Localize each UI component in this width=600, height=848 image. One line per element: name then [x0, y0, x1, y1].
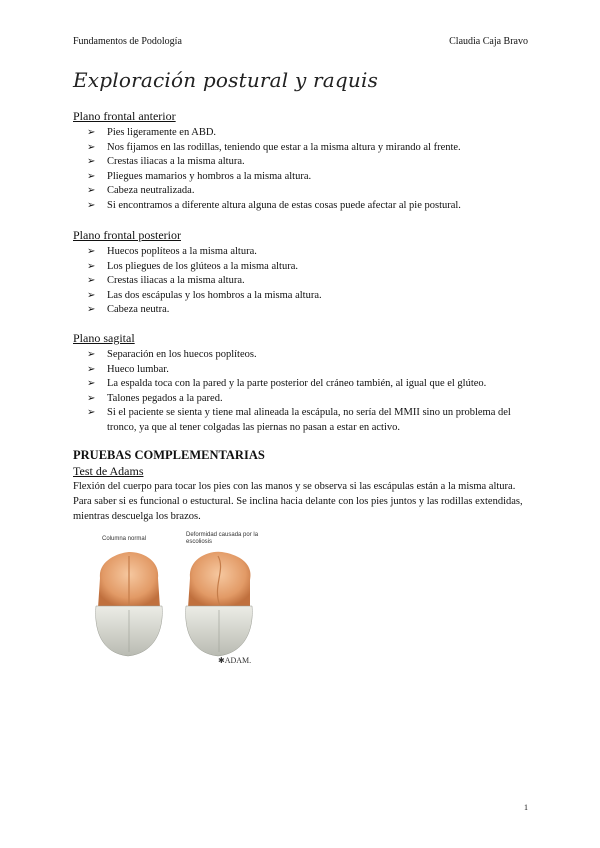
list-item: ➢ Pies ligeramente en ABD.	[87, 126, 533, 141]
arrow-bullet-icon: ➢	[87, 199, 96, 211]
arrow-bullet-icon: ➢	[87, 156, 96, 168]
arrow-bullet-icon: ➢	[87, 349, 96, 360]
caption-scoliosis: Deformidad causada por la escoliosis	[186, 532, 259, 545]
list-item: ➢ La espalda toca con la pared y la parte posterior del cráneo también, al igual que el glúteo.	[87, 377, 533, 392]
bullet-list	[73, 245, 533, 318]
list-item: ➢ Crestas iliacas a la misma altura.	[87, 274, 533, 289]
header-right: Claudia Caja Bravo	[449, 36, 528, 47]
torsos-figure	[90, 548, 270, 673]
page-title: Exploración postural y raquis	[73, 68, 379, 92]
section-heading-pruebas: PRUEBAS COMPLEMENTARIAS	[73, 448, 265, 462]
arrow-bullet-icon: ➢	[87, 363, 96, 375]
list-item: ➢ Cabeza neutralizada.	[87, 184, 533, 199]
list-item: ➢ Pliegues mamarios y hombros a la misma altura.	[87, 170, 533, 185]
list-item: ➢ Nos fijamos en las rodillas, teniendo que estar a la misma altura y mirando al frente.	[87, 141, 533, 156]
list-item: ➢ Si encontramos a diferente altura alguna de estas cosas puede afectar al pie postural.	[87, 199, 533, 214]
list-item: ➢ Si el paciente se sienta y tiene mal alineada la escápula, no sería del MMII sino un problema del tronco, ya que al tener colgadas las piernas no pasan a estar en activo.	[87, 407, 511, 433]
bullet-list	[73, 348, 533, 436]
section-sagital	[73, 331, 533, 436]
list-item: ➢ Los pliegues de los glúteos a la misma altura.	[87, 260, 533, 275]
section-frontal-anterior	[73, 109, 533, 214]
arrow-bullet-icon: ➢	[87, 304, 96, 316]
arrow-bullet-icon: ➢	[87, 185, 96, 197]
arrow-bullet-icon: ➢	[87, 127, 96, 138]
paragraph-adams: Flexión del cuerpo para tocar los pies con las manos y se observa si las escápulas están a la misma altura. Para saber si es funcional o estuctural. Se inclina hacia delante con los pies juntos y las rodillas extendidas, mientras descuelga los brazos.	[73, 481, 523, 522]
list-item: ➢ Las dos escápulas y los hombros a la misma altura.	[87, 289, 533, 304]
list-item: ➢ Talones pegados a la pared.	[87, 392, 533, 407]
header-left: Fundamentos de Podología	[73, 36, 182, 47]
arrow-bullet-icon: ➢	[87, 275, 96, 287]
section-frontal-posterior	[73, 228, 533, 318]
arrow-bullet-icon: ➢	[87, 378, 96, 390]
section-heading: Plano sagital	[73, 331, 135, 345]
list-item: ➢ Huecos poplíteos a la misma altura.	[87, 245, 533, 260]
arrow-bullet-icon: ➢	[87, 260, 96, 272]
arrow-bullet-icon: ➢	[87, 392, 96, 404]
section-heading: Plano frontal anterior	[73, 109, 176, 123]
section-heading: Plano frontal posterior	[73, 228, 181, 242]
arrow-bullet-icon: ➢	[87, 170, 96, 182]
list-item: ➢ Hueco lumbar.	[87, 363, 533, 378]
arrow-bullet-icon: ➢	[87, 407, 96, 419]
normal-torso	[96, 552, 163, 656]
caption-normal: Columna normal	[102, 536, 147, 542]
page-number: 1	[524, 803, 528, 812]
list-item: ➢ Crestas iliacas a la misma altura.	[87, 155, 533, 170]
list-item: ➢ Cabeza neutra.	[87, 303, 533, 318]
adams-test-illustration	[90, 532, 270, 672]
scoliosis-torso	[186, 552, 253, 656]
bullet-list	[73, 126, 533, 214]
subheading-test-de-adams: Test de Adams	[73, 464, 144, 478]
list-item: ➢ Separación en los huecos poplíteos.	[87, 348, 533, 363]
arrow-bullet-icon: ➢	[87, 141, 96, 153]
adam-credit-logo: ✱ADAM.	[218, 656, 252, 665]
arrow-bullet-icon: ➢	[87, 246, 96, 257]
arrow-bullet-icon: ➢	[87, 289, 96, 301]
